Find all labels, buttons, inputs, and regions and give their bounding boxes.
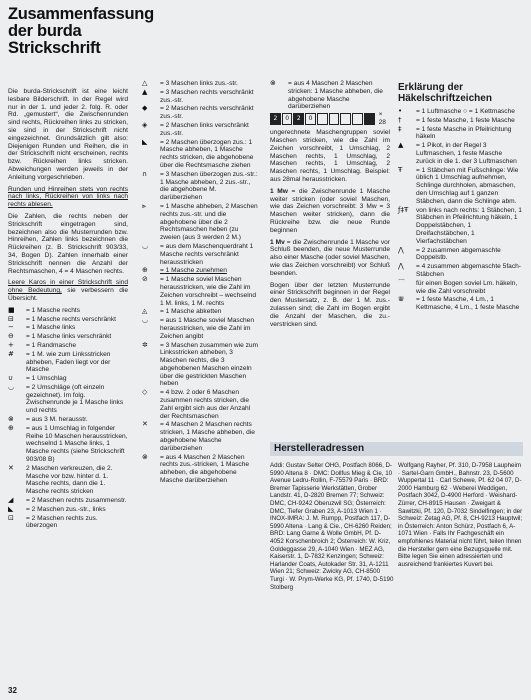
symbol-row: [142, 308, 260, 316]
reading-direction-note: Runden und Hinreihen stets von rechts nach links, Rückreihen von links nach rechts ablesen.: [8, 185, 128, 209]
symbol-description: = 3 Maschen links zus.-str.: [160, 80, 238, 87]
crochet-row: [398, 263, 523, 279]
column-symbols-2: [270, 80, 390, 332]
knit-symbol-icon: ◣: [8, 504, 14, 513]
symbol-row: [270, 80, 390, 111]
symbol-row: [142, 80, 260, 88]
chart-label: × 28: [378, 111, 386, 127]
symbol-row: [142, 267, 260, 275]
knit-symbol-icon: ⊟: [8, 314, 14, 323]
symbol-description: = aus 1 Masche soviel Maschen herausstricken, wie die Zahl im Zeichen angibt: [160, 317, 255, 340]
mw-text: = die Zwischenrunde 1 Masche weiter stricken (oder soviel Maschen, wie das Zeichen vorschreibt: 3 Mw = 3 Maschen weiter stricken), dann die Rückreihe bzw. die neue Runde beginnen: [270, 187, 390, 234]
crochet-symbol-icon: •: [398, 107, 403, 115]
crochet-row: [398, 207, 523, 246]
page-title: [8, 6, 178, 57]
knit-symbol-icon: ■: [8, 305, 15, 314]
symbol-description: = aus 3 M. herausstr.: [26, 416, 88, 424]
picot-group-icon: ⋓: [398, 295, 404, 304]
symbol-description: = 1 M. wie zum Linksstricken abheben, Faden liegt vor der Masche: [26, 350, 111, 374]
crochet-heading: [398, 82, 523, 104]
symbol-description: = 4 zusammen abgemaschte 5fach-Stäbchen: [416, 263, 522, 278]
crochet-row: [398, 247, 523, 263]
intro-paragraph: Die burda-Strickschrift ist eine leicht lesbare Bilderschrift. In der Regel wird nur in der 1. und jeder 2. folg. R. oder Rd. „gemustert“, die Zwischenrunden sind rechts, Rückreihen links zu stricken, sie sind in der Strickschrift nicht eingezeichnet. Grundsätzlich gilt also: Diejenigen Runden und Reihen, die in der Strickschrift nicht erscheinen, rechts bzw. Rückreihen links stricken. Abweichungen werden jeweils in der Anleitung vorgeschrieben.: [8, 88, 128, 181]
crochet-heading-line-2: Häkelschriftzeichen: [398, 93, 492, 104]
knit-symbol-icon: ▲: [142, 87, 148, 96]
symbol-row: [8, 316, 128, 324]
arc-icon: ⌒: [398, 278, 405, 287]
crochet-symbol-icon: †: [398, 115, 402, 124]
symbol-description: = 2 Umschläge (oft einzeln gezeichnet). Im folg. Zwischenrunde je 1 Masche links und rechts: [26, 383, 124, 415]
chart-cell: [317, 113, 328, 125]
crochet-heading-line-1: Erklärung der: [398, 82, 464, 93]
symbol-description: = 4 Maschen 2 Maschen rechts stricken, 1 Masche abheben, die abgehobene Masche darüberziehen: [160, 421, 255, 452]
symbol-description: = 1 Masche soviel Maschen herausstricken, wie die Zahl im Zeichen vorschreibt – wechselnd 1 M. links, 1 M. rechts: [160, 276, 257, 307]
symbol-row: [142, 171, 260, 202]
symbol-row: [8, 506, 128, 514]
cluster-paragraph: ungerechnete Maschengruppen soviel Maschen stricken, wie die Zahl im Zeichen vorschreibt, 1 Umschlag, 2 Maschen rechts, 1 Umschlag, 2 Maschen rechts, 1 Umschlag, 2 Maschen rechts, 1 Umschlag. Beispiel: aus 28mal herausstricken.: [270, 129, 390, 183]
symbol-description: = 1 Randmasche: [26, 341, 77, 349]
knit-symbol-icon: ⊕: [142, 266, 148, 275]
knit-symbol-icon: △: [142, 79, 148, 87]
symbol-description: = 1 Pikot, in der Regel 3 Luftmaschen, 1 feste Masche zurück in die 1. der 3 Luftmaschen: [416, 142, 517, 165]
knit-symbol-icon: ∩: [142, 169, 148, 178]
symbol-description: = 1 feste Masche in Pfeilrichtung häkeln: [416, 125, 512, 141]
symbol-description: = 1 Umschlag: [26, 375, 67, 383]
cross-stitch-icon: ✕: [8, 463, 14, 472]
mv-label: 1 Mv: [270, 238, 285, 246]
numbers-paragraph: Die Zahlen, die rechts neben der Strickschrift eingetragen sind, bezeichnen also die Musterrunden bzw. Hinreihen, Zahlen links bezeichnen die Rückreihen (z. B. Strickschrift 903/33, 34, Bogen D). Zahlen innerhalb einer Strickschrift nennen die Anzahl der Rechtsmaschen, 4 = 4 Maschen rechts.: [8, 212, 128, 275]
symbol-row: [8, 497, 128, 505]
crochet-symbol-icon: ⋀: [398, 262, 404, 271]
symbol-row: [142, 317, 260, 340]
example-chart: [270, 113, 390, 125]
symbol-row: [142, 276, 260, 307]
chart-cell: 0: [305, 113, 316, 125]
symbol-description: = 4 bzw. 2 oder 6 Maschen zusammen rechts stricken, die Zahl ergibt sich aus der Anzahl der Rechtsmaschen: [160, 389, 251, 420]
chart-cell: 2: [270, 113, 281, 125]
manufacturer-list-2: Wolfgang Rayher, Pf. 310, D-7958 Laupheim · Sartel-Garn GmbH., Bahnstr. 23, D-5600 Wuppertal 11 · Carl Schewe, Pf. 62 04 07, D-2000 Hamburg 62 · Weberei Weddigen, Postfach 3042, D-4900 Herford · Weishard-Zürrer, CH-8915 Hausen · Zweigart & Sawitzki, Pf. 120, D-7032 Sindelfingen; in der Schweiz: Zetag AG, Pf. 8, CH-9213 Hauptwil; in Österreich: Anton Schürz, Postfach 6, A-1071 Wien · Falls Ihr Fachgeschäft ein empfohlenes Material nicht führt, teilen Ihnen die Hersteller gern eine Bezugsquelle mit. Bitte legen Sie einen adressierten und ausreichend frankiertes Kuvert bei.: [398, 462, 523, 568]
knit-symbol-icon: ⊕: [8, 423, 14, 432]
symbol-description: = 3 Maschen zusammen wie zum Linksstricken abheben, 3 Maschen rechts, die 3 abgehobenen Maschen einzeln über die gestrickten Maschen heben: [160, 341, 259, 388]
mw-label: 1 Mw: [270, 187, 288, 195]
symbol-description: = 1 Masche abheben, 2 Maschen rechts zus.-str. und die abgehobene über die 2 Rechtsmaschen heben (zu zweien (aus 3 werden 2 M.): [160, 202, 258, 242]
chart-cell: 2: [293, 113, 304, 125]
decrease-symbol-icon: ⊗: [270, 79, 276, 87]
symbol-row: [142, 122, 260, 138]
symbol-description: = aus 4 Maschen 2 Maschen stricken: 1 Masche abheben, die abgehobene Masche darüberziehen: [288, 80, 383, 111]
stitch-height-icon: ƒ‡Ŧ: [398, 205, 409, 214]
knit-symbol-icon: ⊖: [8, 332, 14, 341]
knit-symbol-icon: #: [8, 349, 14, 358]
symbol-row: [142, 139, 260, 170]
knit-symbol-icon: ⊗: [142, 452, 148, 461]
symbol-description: = 2 Maschen überzogen zus.: 1 Masche abheben, 1 Masche rechts stricken, die abgehobene über die Rechtsmasche ziehen: [160, 138, 254, 169]
symbol-description: = 1 Masche abketten: [160, 308, 222, 316]
symbol-description: = aus 1 Umschlag in folgender Reihe 10 Maschen herausstricken, wechselnd 1 Masche links, 1 Masche rechts (siehe Strickschrift 903/08 B): [26, 424, 128, 464]
bogen-paragraph: Bogen über der letzten Musterrunde einer Strickschrift beginnen in der Regel den Mustersatz, z. B. der 1 M. zus.-zulassen sind; die Zahl im Bogen ergibt die Anzahl der Maschen, die zu.-verstricken sind.: [270, 281, 390, 328]
knit-symbol-icon: ◈: [142, 120, 148, 129]
knit-symbol-icon: −: [8, 323, 14, 332]
crochet-symbol-icon: Ŧ: [398, 165, 403, 174]
symbol-row: [142, 389, 260, 420]
symbol-description: 2 Maschen verkreuzen, die 2. Masche vor bzw. hinter d. 1. Masche rechts, dann die 1. Masche rechts stricken: [26, 464, 113, 496]
symbol-description: = 2 Maschen zus.-str., links: [26, 505, 106, 513]
symbol-row: [142, 105, 260, 121]
symbol-description: = 1 Stäbchen mit Fußschlinge: Wie üblich 1 Umschlag aufnehmen, Schlinge durchholen, abmaschen, den Umschlag auf 1 ganzen Stäbchen, dann die Schlinge abm.: [416, 166, 519, 205]
knit-symbol-icon: ◢: [8, 496, 14, 505]
knit-symbol-icon: +: [8, 340, 14, 349]
crochet-symbol-icon: ▲: [398, 141, 404, 150]
symbol-row: [8, 307, 128, 315]
crochet-row: [398, 117, 523, 125]
knit-symbol-icon: ✲: [142, 340, 148, 349]
symbol-description: = 2 Maschen rechts verschränkt zus.-str.: [160, 105, 254, 121]
symbol-description: = 2 zusammen abgemaschte Doppelstb.: [416, 246, 501, 262]
symbol-row: [8, 465, 128, 496]
knit-symbol-icon: ⊡: [8, 513, 14, 522]
knit-symbol-icon: ◇: [142, 388, 148, 397]
crochet-row: [398, 280, 523, 296]
symbol-description: = 1 feste Masche, 4 Lm., 1 Kettmasche, 4 Lm., 1 feste Masche: [416, 296, 520, 312]
symbol-row: [8, 384, 128, 415]
symbol-row: [8, 324, 128, 332]
symbol-row: [142, 454, 260, 485]
symbol-row: [142, 89, 260, 105]
knit-symbol-icon: ⊘: [142, 275, 148, 284]
knit-symbol-icon: ◬: [142, 307, 148, 316]
symbol-description: = aus 4 Maschen 2 Maschen rechts zus.-stricken, 1 Masche abheben, die abgehobene Masche darüberziehen: [160, 453, 250, 485]
symbol-description: = 1 Masche rechts verschränkt: [26, 315, 116, 323]
column-crochet: [398, 80, 523, 313]
symbol-description: von links nach rechts: 1 Stäbchen, 1 Stäbchen in Pfeilrichtung häkeln, 1 Doppelstäbchen, 1 Dreifachstäbchen, 1 Vierfachstäbchen: [416, 206, 522, 245]
symbol-description: = 1 Masche links: [26, 324, 76, 332]
symbol-description: = aus dem Maschenquerdraht 1 Masche rechts verschränkt herausstricken: [160, 242, 254, 266]
knit-symbol-icon: ◡: [8, 382, 15, 391]
empty-boxes-note: Leere Karos in einer Strickschrift sind ohne Bedeutung,: [8, 279, 128, 295]
chart-cell: [364, 113, 375, 125]
knit-symbol-icon: ◡: [142, 241, 149, 250]
symbol-row: [142, 342, 260, 389]
knit-symbol-icon: ⫸: [142, 201, 146, 210]
symbol-row: [8, 425, 128, 464]
mv-text: = die Zwischenrunde 1 Masche vor Schluß beenden, die neue Musterrunde also einer Masche (oder soviel Maschen, wie das Zeichen vorschreibt) vor Schluß beenden.: [270, 238, 390, 277]
symbol-row: [8, 342, 128, 350]
crochet-row: [398, 108, 523, 116]
symbol-row: [8, 515, 128, 531]
crochet-row: [398, 126, 523, 142]
crochet-symbol-icon: ‡: [398, 124, 402, 133]
symbol-row: [8, 351, 128, 374]
page-number: 32: [8, 686, 17, 695]
symbol-description: = 1 Luftmasche ○ = 1 Kettmasche: [416, 108, 515, 115]
symbol-description: = 3 Maschen überzogen zus.-str.: 1 Masche abheben, 2 zus.-str., die abgehobene M. darüberziehen: [160, 170, 258, 202]
crochet-row: [398, 296, 523, 312]
symbol-row: [8, 333, 128, 341]
crochet-symbol-icon: ⋀: [398, 245, 404, 254]
symbol-description: = 1 Masche links verschränkt: [26, 333, 112, 341]
chart-cell: [352, 113, 363, 125]
empty-boxes-note-rest: sie verbessern die Übersicht.: [8, 287, 129, 302]
knit-symbol-icon: ◆: [142, 104, 148, 113]
knit-symbol-icon: ⊗: [8, 415, 14, 424]
symbol-row: [8, 416, 128, 424]
symbol-description: = 1 feste Masche, 1 feste Masche: [416, 116, 515, 124]
symbol-description: = 2 Maschen rechts zusammenstr.: [26, 497, 127, 505]
symbol-description: = 1 Masche rechts: [26, 306, 81, 314]
symbol-row: [8, 375, 128, 383]
crochet-row: [398, 167, 523, 206]
column-intro: [8, 88, 128, 531]
manufacturer-list-1: Addi: Gustav Selter OHG, Postfach 8066, D-5990 Altena 8 · DMC: Dollfus Mieg & Cie, 10 Avenue Ledru-Rollin, F-75579 Paris · BRD: Bremer Tapisserie Werkstätten, Grober Landstr. 41, D-2820 Bremen 77; Schweiz: DMC, CH-9242 Oberuzwil SG; Österreich: DMC, Tiefer Graben 23, A-1013 Wien 1 · INOX-IMRA: J. M. Rumpp, Postfach 117, D-5990 Altena · Lang & Cie., CH-6260 Reiden; BRD: Lang Garne & Wolle GmbH, Pf. D-4052 Korschenbroich 2; Österreich: W. Kriz, Goldeggasse 29, A-1040 Wien · MEZ AG, Kaiserstr. 1, D-7832 Kenzingen; Schweiz: Harlander Coats, Autokader Str. 31, A-1211 Wien 21; Schweiz: Zwicky AG, CH-8500 Turgi · W. Prym-Werke KG, Pf. 1740, D-5190 Stolberg: [270, 462, 394, 591]
symbol-list-1: [8, 307, 128, 531]
symbol-description: = 2 Maschen rechts zus. überzogen: [26, 514, 98, 530]
symbol-description: = 1 Masche zunehmen: [160, 267, 227, 275]
symbol-row: [142, 421, 260, 452]
knit-symbol-icon: ✕: [142, 420, 148, 429]
title-line-2: der burda Strickschrift: [8, 22, 101, 57]
chart-cell: [329, 113, 340, 125]
knit-symbol-icon: ◡: [142, 316, 149, 325]
crochet-row: [398, 142, 523, 165]
manufacturer-heading: Herstelleradressen: [270, 442, 523, 456]
symbol-row: [142, 243, 260, 266]
column-symbols: [142, 80, 260, 486]
chart-cell: [340, 113, 351, 125]
chart-cell: 0: [282, 113, 293, 125]
symbol-description: für einen Bogen soviel Lm. häkeln, wie die Zahl vorschreibt: [416, 279, 518, 295]
symbol-row: [142, 203, 260, 242]
symbol-description: = 3 Maschen rechts verschränkt zus.-str.: [160, 88, 254, 104]
knit-symbol-icon: ◣: [142, 137, 148, 146]
title-line-1: Zusammenfassung: [8, 5, 154, 23]
knit-symbol-icon: ∪: [8, 374, 14, 383]
symbol-description: = 2 Maschen links verschränkt zus.-str.: [160, 121, 249, 137]
